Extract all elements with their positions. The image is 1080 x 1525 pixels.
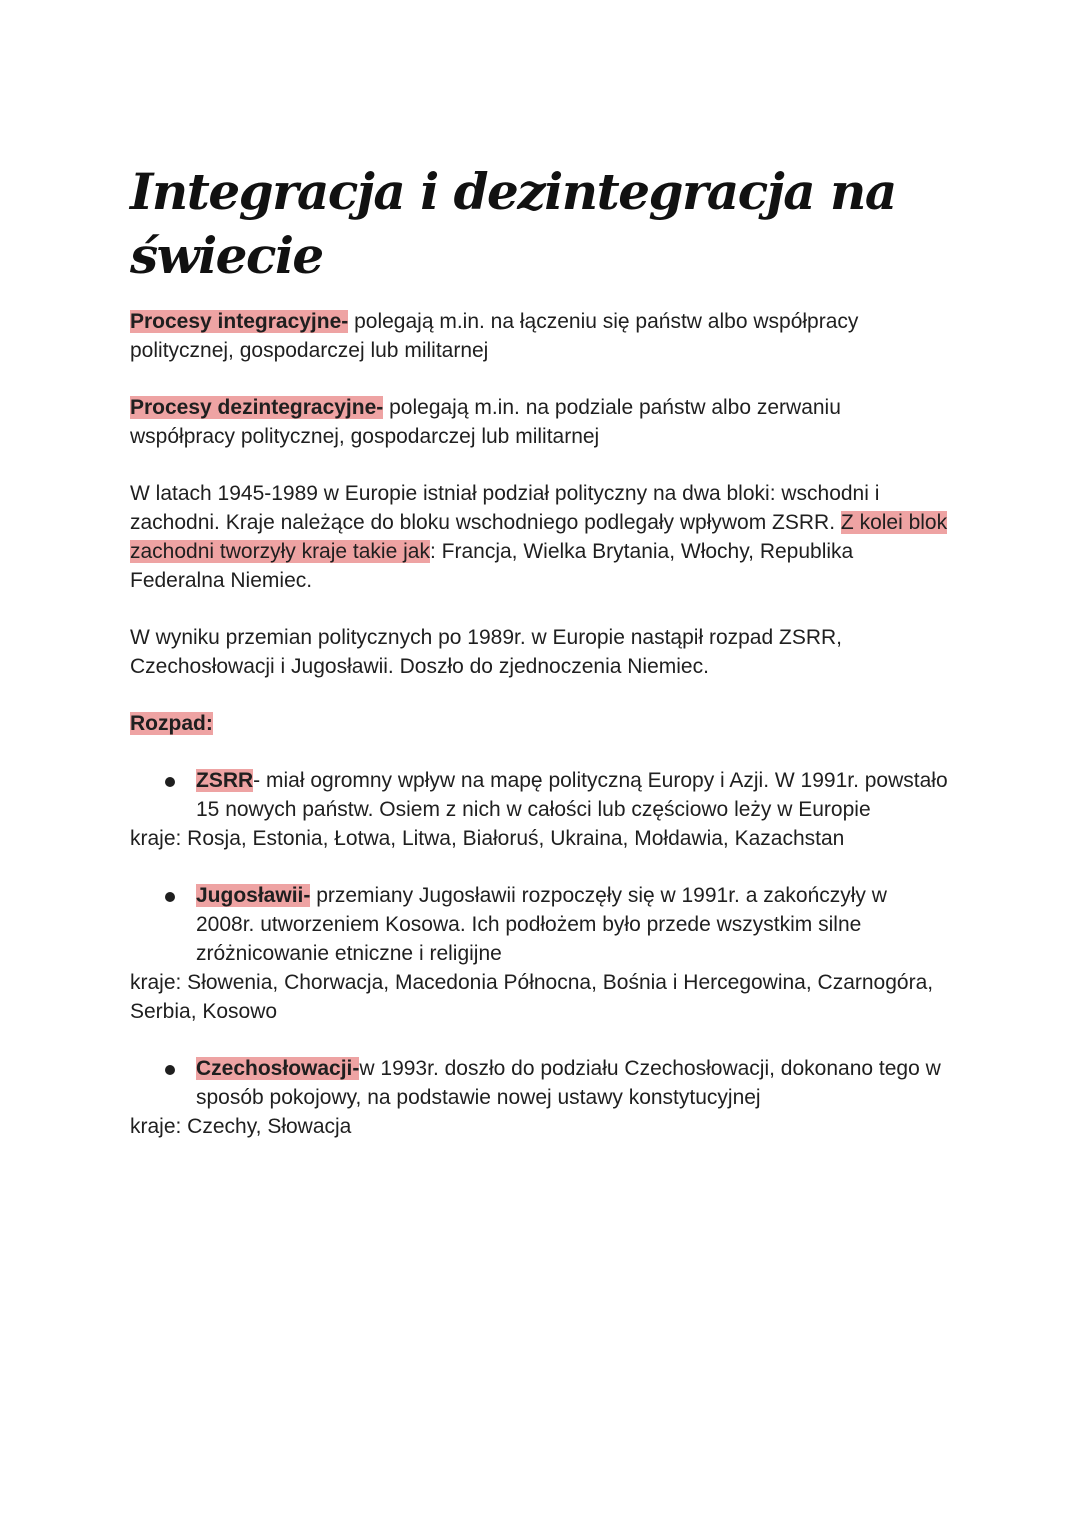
item-countries: kraje: Rosja, Estonia, Łotwa, Litwa, Białoruś, Ukraina, Mołdawia, Kazachstan (130, 827, 845, 850)
item-description: przemiany Jugosławii rozpoczęły się w 1991r. a zakończyły w 2008r. utworzeniem Kosowa. Ich podłożem było przede wszystkim silne zróżnicowanie etniczne i religijne (196, 884, 887, 965)
bullet-icon (165, 777, 175, 787)
paragraph-disintegration (130, 393, 950, 451)
list-item-zsrr (130, 766, 950, 853)
paragraph-cold-war-blocs (130, 479, 950, 595)
blocs-highlight: Z kolei blok zachodni tworzyły kraje takie jak (130, 511, 948, 563)
bullet-icon (165, 1065, 175, 1075)
blocs-text-end: : Francja, Wielka Brytania, Włochy, Republika Federalna Niemiec. (130, 540, 854, 592)
term-integration: Procesy integracyjne- (130, 310, 349, 333)
item-term: ZSRR (196, 769, 254, 792)
bullet-row (130, 881, 950, 968)
paragraph-integration (130, 307, 950, 365)
paragraph-post-1989: W wyniku przemian politycznych po 1989r. w Europie nastąpił rozpad ZSRR, Czechosłowacji i Jugosławii. Doszło do zjednoczenia Niemiec. (130, 626, 842, 678)
list-item-czechoslovakia (130, 1054, 950, 1141)
item-term: Jugosławii- (196, 884, 311, 907)
bullet-icon (165, 892, 175, 902)
item-term: Czechosłowacji- (196, 1057, 360, 1080)
definition-integration: polegają m.in. na łączeniu się państw albo współpracy politycznej, gospodarczej lub militarnej (130, 310, 859, 362)
bullet-row (130, 1054, 950, 1112)
definition-disintegration: polegają m.in. na podziale państw albo zerwaniu współpracy politycznej, gospodarczej lub militarnej (130, 396, 841, 448)
item-description: w 1993r. doszło do podziału Czechosłowacji, dokonano tego w sposób pokojowy, na podstawie nowej ustawy konstytucyjnej (196, 1057, 941, 1109)
page-title: Integracja i dezintegracja na świecie (130, 162, 896, 285)
list-item-yugoslavia (130, 881, 950, 1026)
section-heading-label: Rozpad: (130, 712, 213, 735)
bullet-row (130, 766, 950, 824)
section-heading (130, 709, 950, 738)
term-disintegration: Procesy dezintegracyjne- (130, 396, 384, 419)
item-countries: kraje: Czechy, Słowacja (130, 1115, 352, 1138)
blocs-text-start: W latach 1945-1989 w Europie istniał podział polityczny na dwa bloki: wschodni i zachodni. Kraje należące do bloku wschodniego podlegały wpływom ZSRR. (130, 482, 880, 534)
document-body (130, 307, 950, 1141)
item-countries: kraje: Słowenia, Chorwacja, Macedonia Północna, Bośnia i Hercegowina, Czarnogóra, Serbia, Kosowo (130, 971, 934, 1023)
item-description: - miał ogromny wpływ na mapę polityczną Europy i Azji. W 1991r. powstało 15 nowych państw. Osiem z nich w całości lub częściowo leży w Europie (196, 769, 948, 821)
